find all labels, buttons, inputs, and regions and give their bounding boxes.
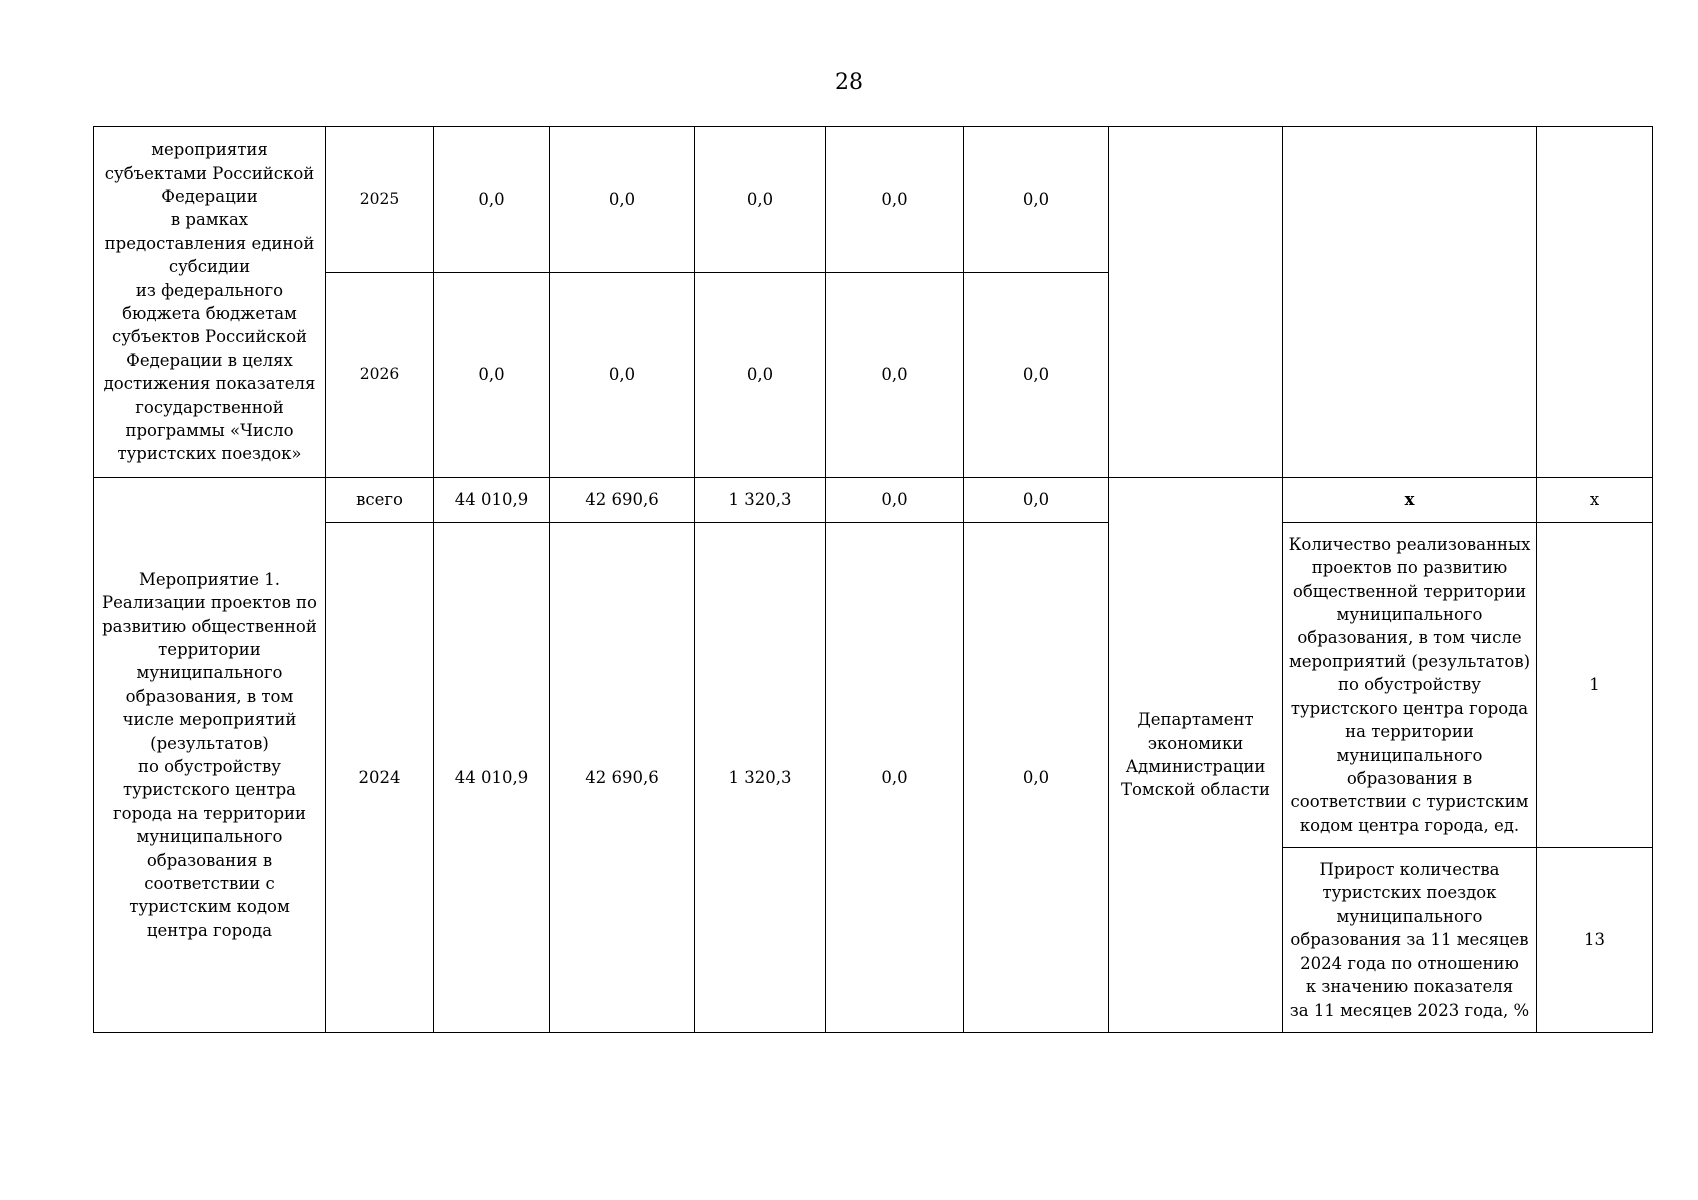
total-cell: 44 010,9 (434, 523, 550, 1033)
other-cell: 0,0 (964, 478, 1109, 523)
indicator-cell: Количество реализованных проектов по развитию общественной территории муниципального образования, в том числе мероприятий (результатов) по обустройству туристского центра города на территории муниципального образования в соответствии с туристским кодом центра города, ед. (1283, 523, 1537, 848)
regional-cell: 1 320,3 (695, 523, 826, 1033)
federal-cell: 42 690,6 (550, 478, 695, 523)
regional-cell: 1 320,3 (695, 478, 826, 523)
value-cell: 13 (1537, 848, 1653, 1033)
measure-description: мероприятия субъектами Российской Федерации в рамках предоставления единой субсидии из федерального бюджета бюджетам субъектов Российской Федерации в целях достижения показателя государственной программы «Число туристских поездок» (94, 127, 326, 478)
federal-cell: 0,0 (550, 127, 695, 273)
total-cell: 44 010,9 (434, 478, 550, 523)
year-cell: 2025 (326, 127, 434, 273)
executor-cell: Департамент экономики Администрации Томской области (1109, 478, 1283, 1033)
executor-cell-empty (1109, 127, 1283, 478)
table-row (94, 478, 1653, 523)
value-cell-empty (1537, 127, 1653, 478)
value-cell: x (1537, 478, 1653, 523)
local-cell: 0,0 (826, 273, 964, 478)
other-cell: 0,0 (964, 523, 1109, 1033)
indicator-cell-empty (1283, 127, 1537, 478)
indicator-cell: Прирост количества туристских поездок муниципального образования за 11 месяцев 2024 года по отношению к значению показателя за 11 месяцев 2023 года, % (1283, 848, 1537, 1033)
total-cell: 0,0 (434, 273, 550, 478)
table-row (94, 127, 1653, 273)
budget-table (93, 126, 1653, 1033)
federal-cell: 0,0 (550, 273, 695, 478)
local-cell: 0,0 (826, 127, 964, 273)
regional-cell: 0,0 (695, 127, 826, 273)
regional-cell: 0,0 (695, 273, 826, 478)
year-cell: всего (326, 478, 434, 523)
page-number: 28 (835, 70, 863, 95)
federal-cell: 42 690,6 (550, 523, 695, 1033)
measure-description: Мероприятие 1. Реализации проектов по развитию общественной территории муниципального образования, в том числе мероприятий (результатов) по обустройству туристского центра города на территории муниципального образования в соответствии с туристским кодом центра города (94, 478, 326, 1033)
value-cell: 1 (1537, 523, 1653, 848)
local-cell: 0,0 (826, 523, 964, 1033)
year-cell: 2024 (326, 523, 434, 1033)
table-row (94, 523, 1653, 848)
indicator-cell: x (1283, 478, 1537, 523)
total-cell: 0,0 (434, 127, 550, 273)
year-cell: 2026 (326, 273, 434, 478)
other-cell: 0,0 (964, 273, 1109, 478)
local-cell: 0,0 (826, 478, 964, 523)
other-cell: 0,0 (964, 127, 1109, 273)
